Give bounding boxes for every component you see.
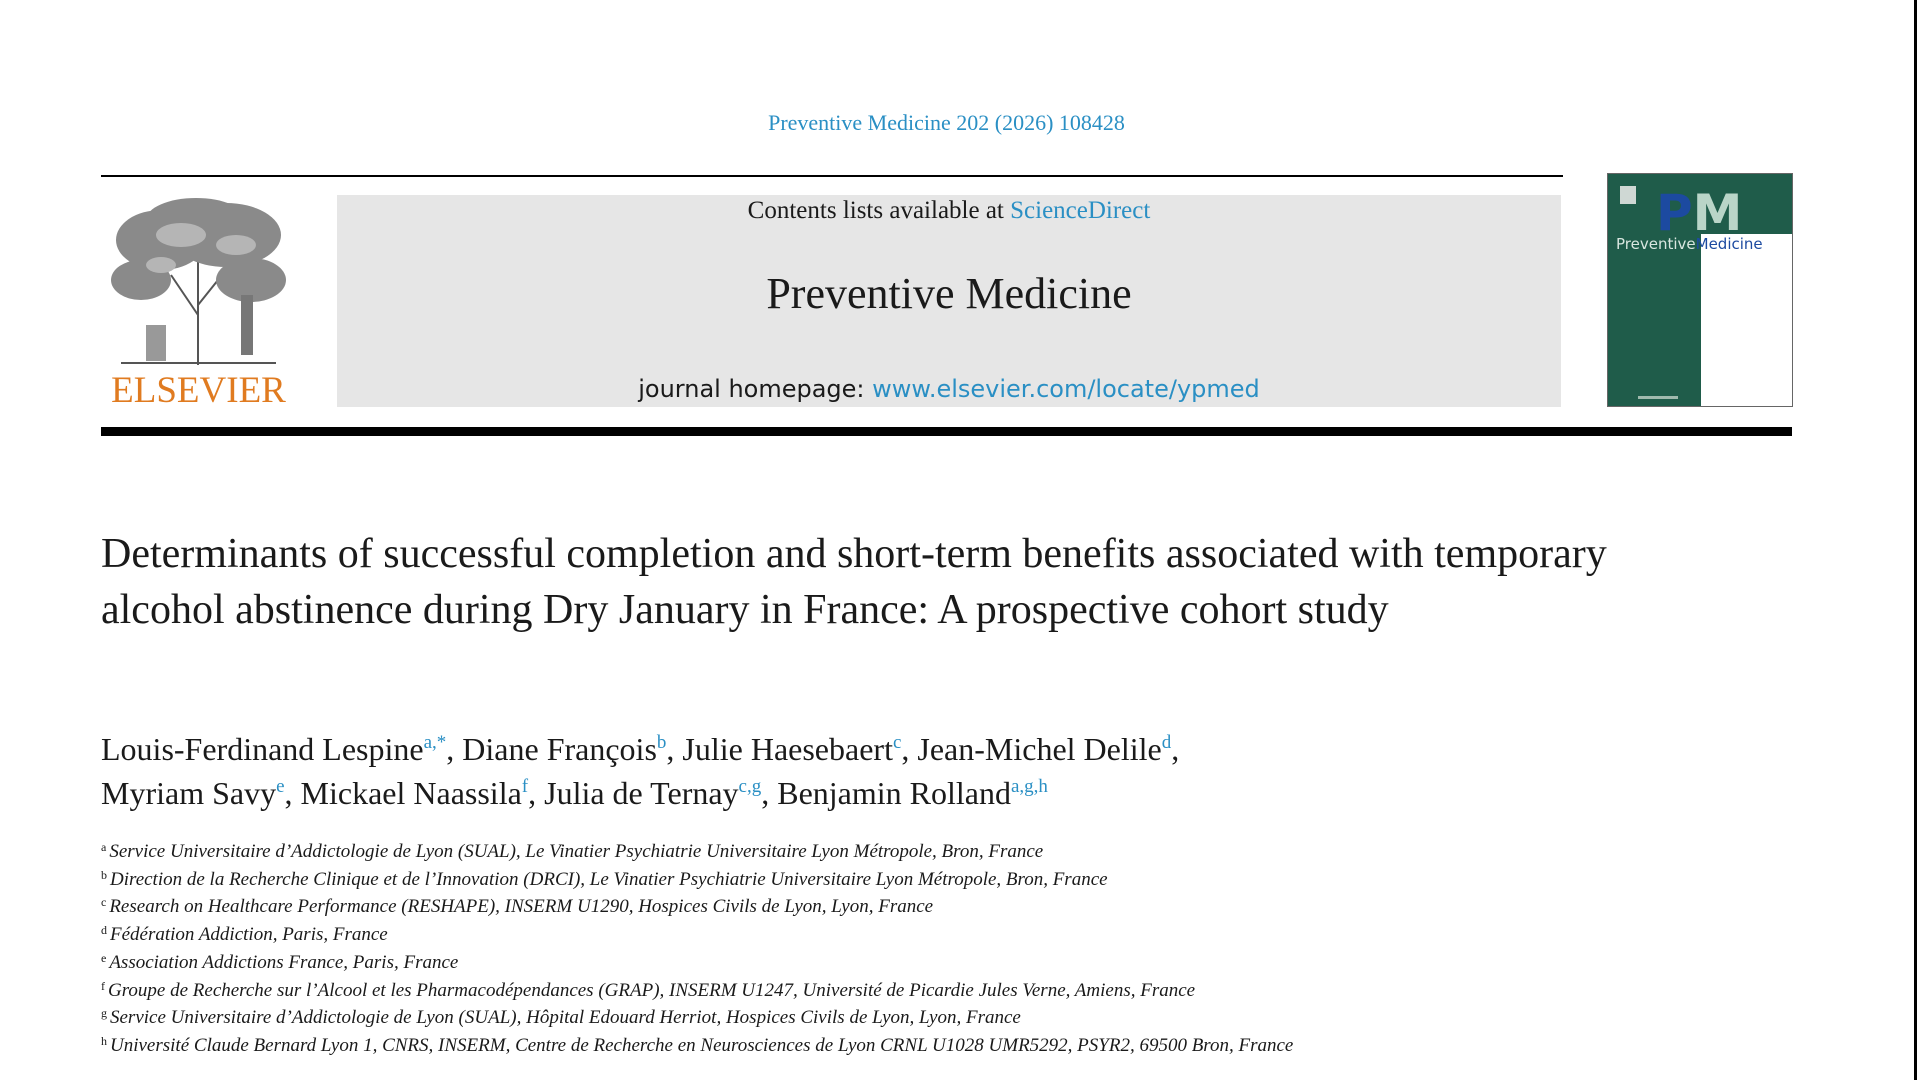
affiliation-text: Groupe de Recherche sur l’Alcool et les Pharmacodépendances (GRAP), INSERM U1247, Université de Picardie Jules Verne, Amiens, France xyxy=(108,979,1196,1001)
homepage-link[interactable]: www.elsevier.com/locate/ypmed xyxy=(872,375,1260,403)
contents-prefix: Contents lists available at xyxy=(747,197,1011,224)
author-affiliation-marker[interactable]: c xyxy=(892,732,902,753)
author[interactable]: Mickael Naassila$^f$ xyxy=(300,775,529,811)
affiliation-text: Université Claude Bernard Lyon 1, CNRS, INSERM, Centre de Recherche en Neurosciences de Lyon CRNL U1028 UMR5292, PSYR2, 69500 Bron, France xyxy=(110,1034,1294,1056)
affiliation-list xyxy=(101,838,1801,1060)
cover-badge-icon xyxy=(1620,186,1636,204)
elsevier-tree-logo-icon xyxy=(101,195,296,367)
affiliation-mark: d xyxy=(101,923,107,938)
author-affiliation-marker[interactable]: b xyxy=(656,732,667,753)
affiliation-text: Research on Healthcare Performance (RESHAPE), INSERM U1290, Hospices Civils de Lyon, Lyon, France xyxy=(109,896,934,918)
affiliation-mark: g xyxy=(101,1006,107,1021)
cover-title-a: Preventive xyxy=(1616,235,1696,253)
author-affiliation-marker[interactable]: d xyxy=(1161,732,1172,753)
author[interactable]: Louis-Ferdinand Lespine$^{a,*}$ xyxy=(101,731,447,767)
author[interactable]: Diane François$^b$ xyxy=(462,731,667,767)
header-rule xyxy=(101,175,1563,177)
author-list: Louis-Ferdinand Lespine$^{a,*}$, Diane François$^b$, Julie Haesebaert$^c$, Jean-Michel Delile$^d$, Myriam Savy$^e$, Mickael Naassila$^f$, Julia de Ternay$^{c,g}$, Benjamin Rolland$^{a,g,h}$ xyxy=(101,731,1180,811)
affiliation-mark: h xyxy=(101,1033,107,1048)
homepage-prefix: journal homepage: xyxy=(638,375,873,403)
affiliation-text: Service Universitaire d’Addictologie de Lyon (SUAL), Hôpital Edouard Herriot, Hospices Civils de Lyon, Lyon, France xyxy=(110,1007,1021,1029)
journal-citation-link[interactable]: Preventive Medicine 202 (2026) 108428 xyxy=(768,110,1125,135)
cover-title xyxy=(1616,235,1763,253)
affiliation-mark: a xyxy=(101,840,107,854)
author-affiliation-marker[interactable]: a,* xyxy=(423,732,447,753)
affiliation-item xyxy=(101,977,1801,1005)
affiliation-mark: f xyxy=(101,978,105,993)
affiliation-item xyxy=(101,1004,1801,1032)
affiliation-text: Service Universitaire d’Addictologie de Lyon (SUAL), Le Vinatier Psychiatrie Universitaire Lyon Métropole, Bron, France xyxy=(109,841,1044,862)
header-thick-rule xyxy=(101,427,1792,436)
article-title: Determinants of successful completion and short-term benefits associated with temporary alcohol abstinence during Dry January in France: A prospective cohort study xyxy=(101,531,1607,633)
homepage-line xyxy=(337,375,1561,403)
page-edge xyxy=(1914,0,1917,1080)
cover-monogram xyxy=(1656,184,1743,242)
author-affiliation-marker[interactable]: f xyxy=(521,776,529,797)
affiliation-mark: e xyxy=(101,950,107,965)
author-affiliation-marker[interactable]: c,g xyxy=(738,776,762,797)
publisher-name: ELSEVIER xyxy=(111,370,286,411)
publisher-logo xyxy=(101,195,296,410)
affiliation-item xyxy=(101,838,1801,866)
affiliation-item xyxy=(101,949,1801,977)
affiliation-text: Direction de la Recherche Clinique et de l’Innovation (DRCI), Le Vinatier Psychiatrie Universitaire Lyon Métropole, Bron, France xyxy=(110,868,1108,890)
author-affiliation-marker[interactable]: e xyxy=(276,776,285,797)
affiliation-item xyxy=(101,866,1801,894)
cover-letter-m: M xyxy=(1692,184,1743,242)
author[interactable]: Jean-Michel Delile$^d$ xyxy=(917,731,1172,767)
affiliation-mark: b xyxy=(101,867,107,882)
affiliation-text: Fédération Addiction, Paris, France xyxy=(110,924,388,946)
affiliation-item xyxy=(101,1032,1801,1060)
author[interactable]: Myriam Savy$^e$ xyxy=(101,775,285,811)
affiliation-item xyxy=(101,893,1801,921)
author[interactable]: Julie Haesebaert$^c$ xyxy=(682,731,902,767)
cover-title-b: Medicine xyxy=(1695,235,1763,253)
affiliation-mark: c xyxy=(101,895,107,910)
cover-letter-p: P xyxy=(1656,184,1693,242)
journal-banner xyxy=(337,195,1561,407)
affiliation-item xyxy=(101,921,1801,949)
author[interactable]: Julia de Ternay$^{c,g}$ xyxy=(544,775,762,811)
contents-line xyxy=(337,197,1561,225)
sciencedirect-link[interactable]: ScienceDirect xyxy=(1010,197,1151,224)
author-affiliation-marker[interactable]: a,g,h xyxy=(1010,776,1048,797)
author[interactable]: Benjamin Rolland$^{a,g,h}$ xyxy=(777,775,1048,811)
journal-title: Preventive Medicine xyxy=(766,269,1132,318)
affiliation-text: Association Addictions France, Paris, France xyxy=(109,951,459,973)
cover-bar xyxy=(1638,396,1678,399)
journal-cover-thumbnail[interactable] xyxy=(1607,173,1793,407)
